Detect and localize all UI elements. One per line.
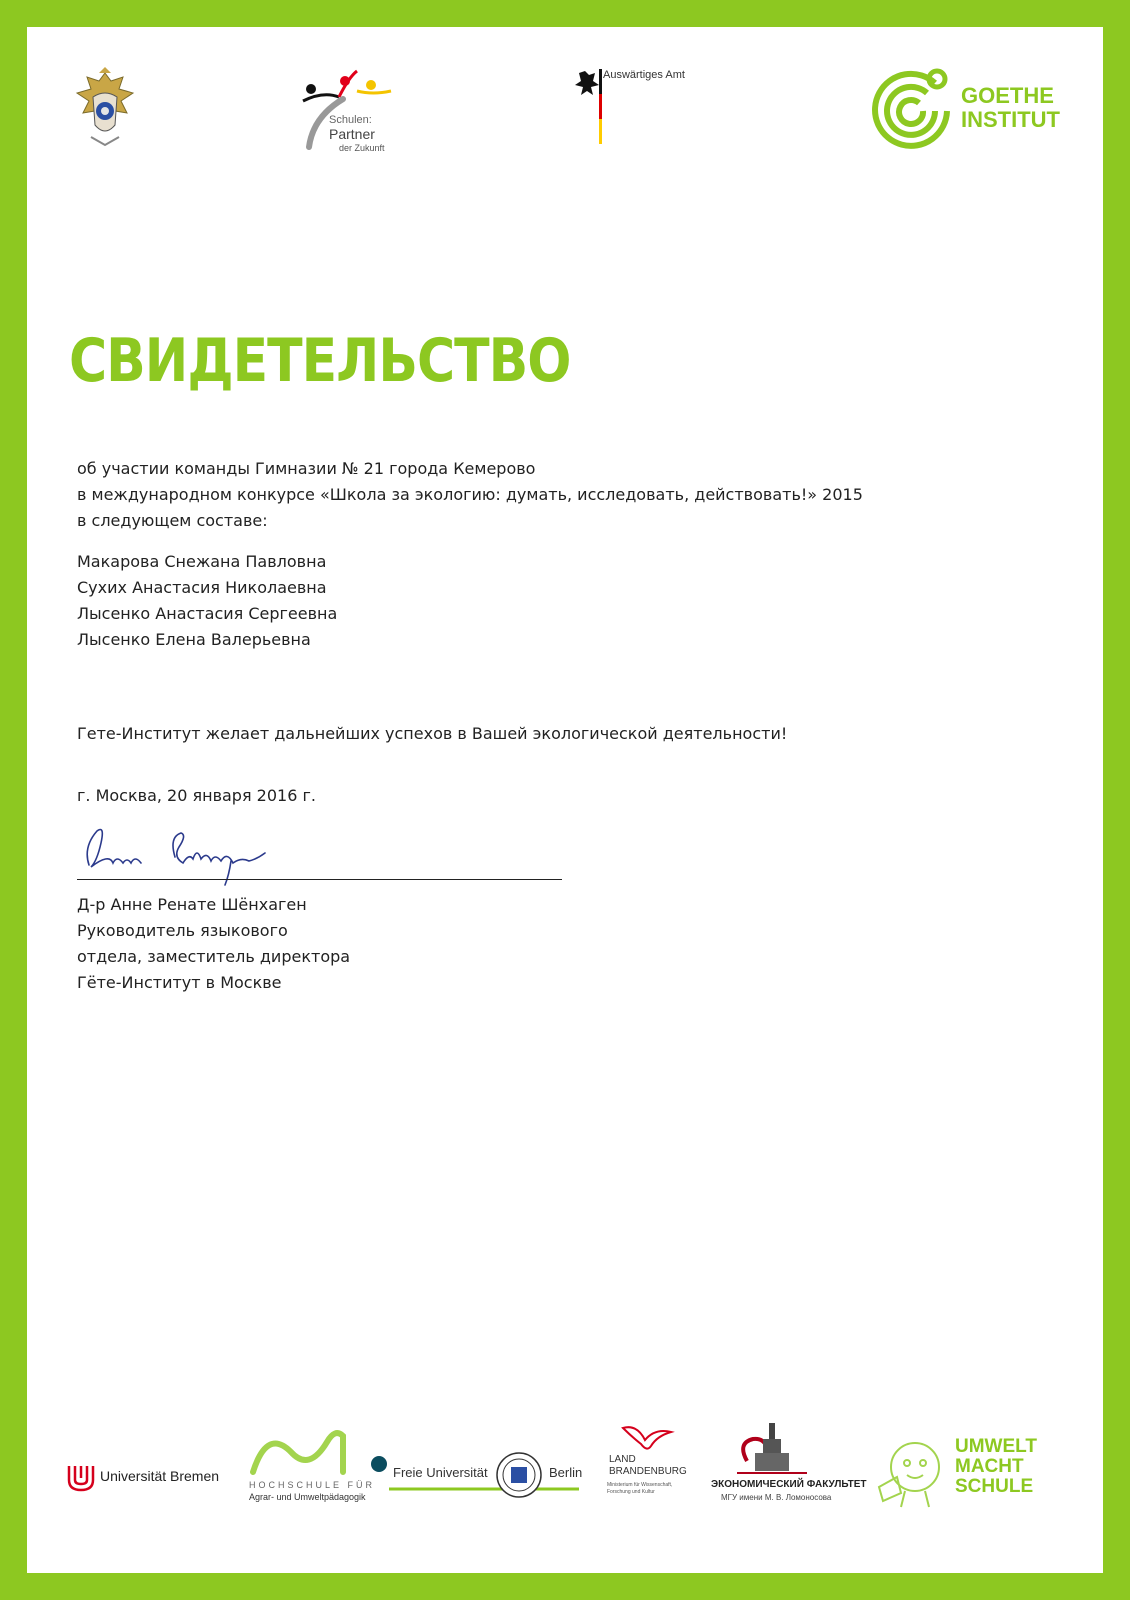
team-member: Лысенко Анастасия Сергеевна xyxy=(77,604,338,623)
brandenburg-logo-line2: BRANDENBURG xyxy=(609,1466,687,1477)
signer-title-line: Руководитель языкового xyxy=(77,921,288,940)
umwelt-logo-line: SCHULE xyxy=(955,1476,1034,1497)
schulen-logo-line3: der Zukunft xyxy=(339,143,385,153)
signer-name: Д-р Анне Ренате Шёнхаген xyxy=(77,895,307,914)
hochschule-agrar-logo xyxy=(247,1422,387,1507)
freie-universitaet-berlin-logo xyxy=(389,1445,589,1505)
hochschule-logo-line1: HOCHSCHULE FÜR xyxy=(249,1480,376,1490)
brandenburg-logo-line3: Ministerium für Wissenschaft, Forschung und Kultur xyxy=(607,1482,673,1495)
econ-faculty-logo-line2: МГУ имени М. В. Ломоносова xyxy=(721,1493,832,1502)
signer-title-line: отдела, заместитель директора xyxy=(77,947,351,966)
goethe-institut-logo xyxy=(869,65,1069,155)
signature-line xyxy=(77,879,562,880)
umwelt-logo-line: MACHT xyxy=(955,1456,1024,1477)
certificate-sheet xyxy=(27,27,1103,1573)
team-member: Сухих Анастасия Николаевна xyxy=(77,578,327,597)
brandenburg-logo-line1: LAND xyxy=(609,1454,636,1465)
econ-faculty-logo-line1: ЭКОНОМИЧЕСКИЙ ФАКУЛЬТЕТ xyxy=(711,1479,867,1490)
fu-logo-text-left: Freie Universität xyxy=(393,1465,488,1480)
intro-line: в международном конкурсе «Школа за экологию: думать, исследовать, действовать!» 2015 xyxy=(77,485,863,504)
umwelt-logo-text xyxy=(955,1437,1037,1497)
umwelt-macht-schule-logo xyxy=(871,1437,1051,1517)
schulen-logo-line1: Schulen: xyxy=(329,114,372,126)
fu-logo-text-right: Berlin xyxy=(549,1465,583,1480)
auswaertiges-amt-logo xyxy=(573,69,713,179)
team-members-list xyxy=(77,549,337,653)
land-brandenburg-logo xyxy=(597,1422,707,1512)
goethe-logo-line1: GOETHE xyxy=(961,83,1054,108)
handwritten-signature xyxy=(79,817,279,887)
certificate-title: СВИДЕТЕЛЬСТВО xyxy=(69,327,571,396)
signer-organization: Гёте-Институт в Москве xyxy=(77,973,282,992)
universitaet-bremen-logo xyxy=(65,1460,235,1500)
team-member: Макарова Снежана Павловна xyxy=(77,552,327,571)
auswaertiges-amt-label: Auswärtiges Amt xyxy=(603,69,685,81)
state-crest-icon xyxy=(69,67,141,151)
team-member: Лысенко Елена Валерьевна xyxy=(77,630,311,649)
bremen-logo-text: Universität Bremen xyxy=(100,1468,220,1484)
intro-line: об участии команды Гимназии № 21 города Кемерово xyxy=(77,459,536,478)
intro-line: в следующем составе: xyxy=(77,511,268,530)
schulen-logo-line2: Partner xyxy=(329,126,375,142)
hochschule-logo-line2: Agrar- und Umweltpädagogik xyxy=(249,1492,366,1502)
economic-faculty-msu-logo xyxy=(707,1419,867,1514)
schulen-partner-logo xyxy=(299,67,409,177)
intro-paragraph xyxy=(77,456,863,534)
place-date: г. Москва, 20 января 2016 г. xyxy=(77,786,316,805)
wish-text: Гете-Институт желает дальнейших успехов в Вашей экологической деятельности! xyxy=(77,724,788,743)
signer-block xyxy=(77,892,350,996)
goethe-logo-line2: INSTITUT xyxy=(961,107,1060,132)
umwelt-logo-line: UMWELT xyxy=(955,1436,1037,1457)
